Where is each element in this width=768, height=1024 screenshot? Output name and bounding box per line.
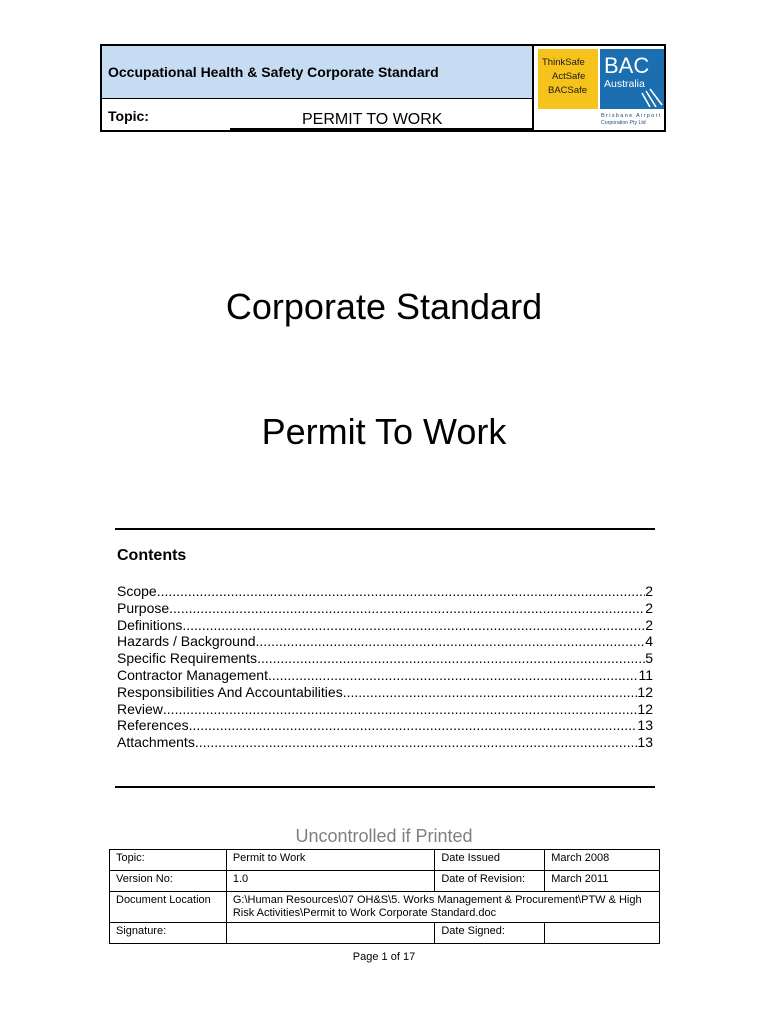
toc-leader xyxy=(195,734,638,751)
toc-item-page: 11 xyxy=(638,666,653,683)
toc-item-page: 13 xyxy=(637,734,653,751)
toc-item-title: Specific Requirements xyxy=(117,650,258,667)
document-location-value: G:\Human Resources\07 OH&S\5. Works Management & Procurement\PTW & High Risk Activities\Permit to Work Corporate Standard.doc xyxy=(226,892,659,923)
table-row xyxy=(110,923,660,944)
table-cell: 1.0 xyxy=(226,871,435,892)
contents-bottom-rule xyxy=(115,786,655,788)
signature-field[interactable] xyxy=(226,923,435,944)
page-number: Page 1 of 17 xyxy=(352,951,416,963)
toc-item-review[interactable] xyxy=(117,701,653,718)
toc-item-page: 2 xyxy=(645,616,653,633)
table-cell: Version No: xyxy=(110,871,227,892)
table-of-contents xyxy=(117,583,653,751)
document-title: Corporate Standard xyxy=(225,286,543,327)
contents-heading: Contents xyxy=(117,547,187,564)
topic-underline xyxy=(230,128,532,130)
table-row xyxy=(110,892,660,923)
toc-leader xyxy=(169,600,645,617)
toc-leader xyxy=(256,633,646,650)
contents-top-rule xyxy=(115,528,655,530)
toc-leader xyxy=(268,667,638,684)
toc-item-definitions[interactable] xyxy=(117,617,653,634)
toc-item-page: 2 xyxy=(645,583,653,599)
toc-item-title: Responsibilities And Accountabilities xyxy=(117,683,343,700)
table-row xyxy=(110,850,660,871)
logo-badge-line-1: ThinkSafe xyxy=(542,57,585,68)
logo-brand: BAC xyxy=(604,53,650,78)
toc-item-title: Purpose xyxy=(117,599,170,616)
topic-label: Topic: xyxy=(108,108,149,124)
toc-leader xyxy=(157,583,646,600)
toc-item-title: Definitions xyxy=(117,616,183,633)
toc-item-title: Hazards / Background xyxy=(117,633,256,650)
toc-item-title: References xyxy=(117,717,189,734)
logo-company-line-2: Corporation Pty Ltd xyxy=(601,120,646,126)
table-cell: March 2008 xyxy=(545,850,660,871)
header-left xyxy=(102,46,532,130)
table-cell: Document Location xyxy=(110,892,227,923)
toc-leader xyxy=(257,650,645,667)
toc-item-title: Attachments xyxy=(117,734,195,751)
document-control-table xyxy=(109,849,660,944)
toc-item-specific-requirements[interactable] xyxy=(117,650,653,667)
toc-item-scope[interactable] xyxy=(117,583,653,600)
toc-item-page: 5 xyxy=(645,650,653,667)
toc-leader xyxy=(343,684,638,701)
logo-badge-line-2: ActSafe xyxy=(552,71,586,82)
toc-leader xyxy=(163,701,638,718)
toc-item-responsibilities[interactable] xyxy=(117,684,653,701)
table-cell: Topic: xyxy=(110,850,227,871)
toc-item-page: 12 xyxy=(637,683,653,700)
toc-item-page: 4 xyxy=(645,633,653,650)
table-cell: Date Issued xyxy=(435,850,545,871)
table-row xyxy=(110,871,660,892)
toc-leader xyxy=(189,717,638,734)
toc-item-title: Contractor Management xyxy=(117,666,268,683)
logo-badge-line-3: BACSafe xyxy=(548,85,588,96)
toc-item-title: Scope xyxy=(117,583,157,599)
toc-item-contractor-management[interactable] xyxy=(117,667,653,684)
logo-brand-sub: Australia xyxy=(604,78,645,90)
topic-value: PERMIT TO WORK xyxy=(302,111,443,128)
table-cell: Signature: xyxy=(110,923,227,944)
logo-company-line-1: Brisbane Airport xyxy=(601,113,662,119)
table-cell: Date of Revision: xyxy=(435,871,545,892)
toc-item-page: 12 xyxy=(637,700,653,717)
bac-logo xyxy=(538,49,664,127)
toc-item-attachments[interactable] xyxy=(117,734,653,751)
table-cell: March 2011 xyxy=(545,871,660,892)
uncontrolled-notice: Uncontrolled if Printed xyxy=(295,826,473,846)
header-topic-row xyxy=(102,99,532,130)
toc-item-purpose[interactable] xyxy=(117,600,653,617)
toc-item-page: 13 xyxy=(637,717,653,734)
header-title: Occupational Health & Safety Corporate Standard xyxy=(102,46,532,99)
toc-item-hazards[interactable] xyxy=(117,633,653,650)
toc-leader xyxy=(182,617,645,634)
date-signed-field[interactable] xyxy=(545,923,660,944)
table-cell: Date Signed: xyxy=(435,923,545,944)
toc-item-references[interactable] xyxy=(117,717,653,734)
toc-item-page: 2 xyxy=(645,599,653,616)
document-subtitle: Permit To Work xyxy=(261,411,507,452)
header-divider xyxy=(532,46,534,130)
table-cell: Permit to Work xyxy=(226,850,435,871)
toc-item-title: Review xyxy=(117,700,163,717)
document-header xyxy=(100,44,666,132)
